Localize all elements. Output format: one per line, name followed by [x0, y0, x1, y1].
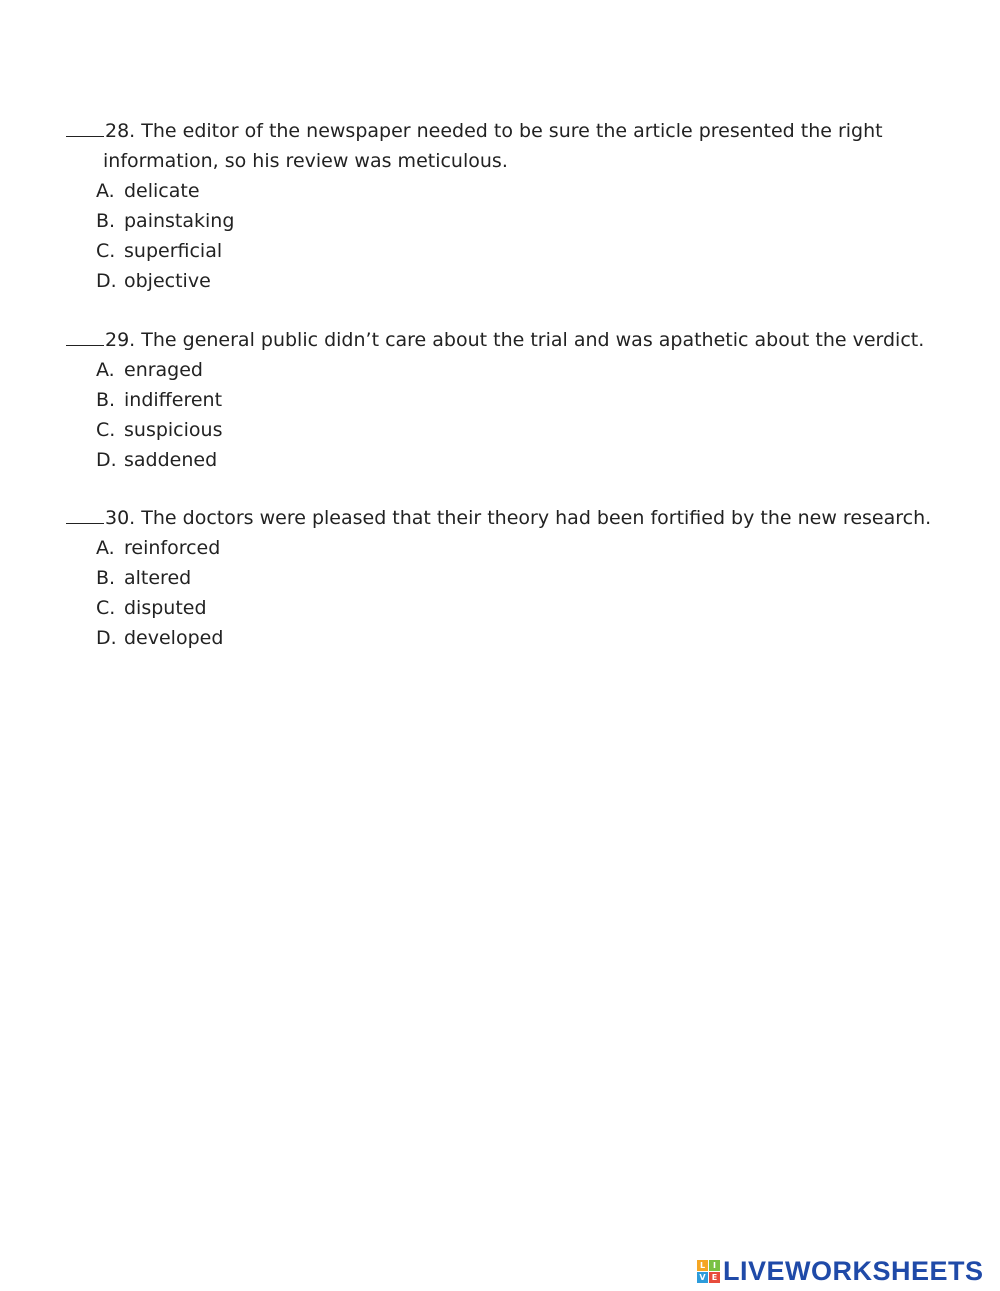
option-text: enraged	[124, 359, 203, 381]
logo-mark-e: E	[709, 1272, 720, 1283]
option-item	[66, 385, 946, 415]
option-item	[66, 206, 946, 236]
option-letter: D.	[96, 449, 117, 471]
option-text: altered	[124, 567, 192, 589]
option-text: saddened	[124, 449, 218, 471]
option-item	[66, 415, 946, 445]
logo-mark-v: V	[697, 1272, 708, 1283]
question-29	[66, 325, 946, 475]
option-text: disputed	[124, 597, 207, 619]
answer-blank[interactable]	[66, 135, 104, 137]
option-letter: A.	[96, 537, 115, 559]
logo-text: LIVEWORKSHEETS	[723, 1255, 984, 1286]
option-item	[66, 445, 946, 475]
option-text: reinforced	[124, 537, 221, 559]
option-letter: A.	[96, 180, 115, 202]
option-letter: C.	[96, 419, 116, 441]
option-text: superficial	[124, 240, 223, 262]
option-item	[66, 236, 946, 266]
question-stem	[66, 503, 946, 533]
question-text: 29. The general public didn’t care about the trial and was apathetic about the verdict.	[105, 329, 925, 351]
option-letter: D.	[96, 627, 117, 649]
option-text: objective	[124, 270, 211, 292]
question-30	[66, 503, 946, 653]
logo-mark-icon	[697, 1260, 720, 1283]
question-stem	[66, 325, 946, 355]
option-list	[66, 176, 946, 296]
option-letter: A.	[96, 359, 115, 381]
question-stem	[66, 116, 946, 146]
liveworksheets-logo	[697, 1253, 984, 1289]
option-letter: B.	[96, 389, 116, 411]
option-list	[66, 355, 946, 475]
option-text: suspicious	[124, 419, 223, 441]
option-list	[66, 533, 946, 653]
option-letter: C.	[96, 240, 116, 262]
answer-blank[interactable]	[66, 344, 104, 346]
answer-blank[interactable]	[66, 522, 104, 524]
logo-mark-l: L	[697, 1260, 708, 1271]
question-28	[66, 116, 946, 296]
option-item	[66, 355, 946, 385]
option-text: painstaking	[124, 210, 235, 232]
option-item	[66, 593, 946, 623]
option-text: developed	[124, 627, 224, 649]
question-text: 28. The editor of the newspaper needed to be sure the article presented the right	[105, 120, 883, 142]
option-letter: B.	[96, 210, 116, 232]
option-item	[66, 533, 946, 563]
option-text: delicate	[124, 180, 200, 202]
logo-mark-i: I	[709, 1260, 720, 1271]
option-letter: C.	[96, 597, 116, 619]
option-letter: D.	[96, 270, 117, 292]
option-item	[66, 563, 946, 593]
option-item	[66, 623, 946, 653]
option-item	[66, 176, 946, 206]
option-text: indifferent	[124, 389, 223, 411]
question-text-continuation: information, so his review was meticulous.	[103, 150, 508, 172]
option-item	[66, 266, 946, 296]
option-letter: B.	[96, 567, 116, 589]
question-text: 30. The doctors were pleased that their theory had been fortified by the new research.	[105, 507, 932, 529]
